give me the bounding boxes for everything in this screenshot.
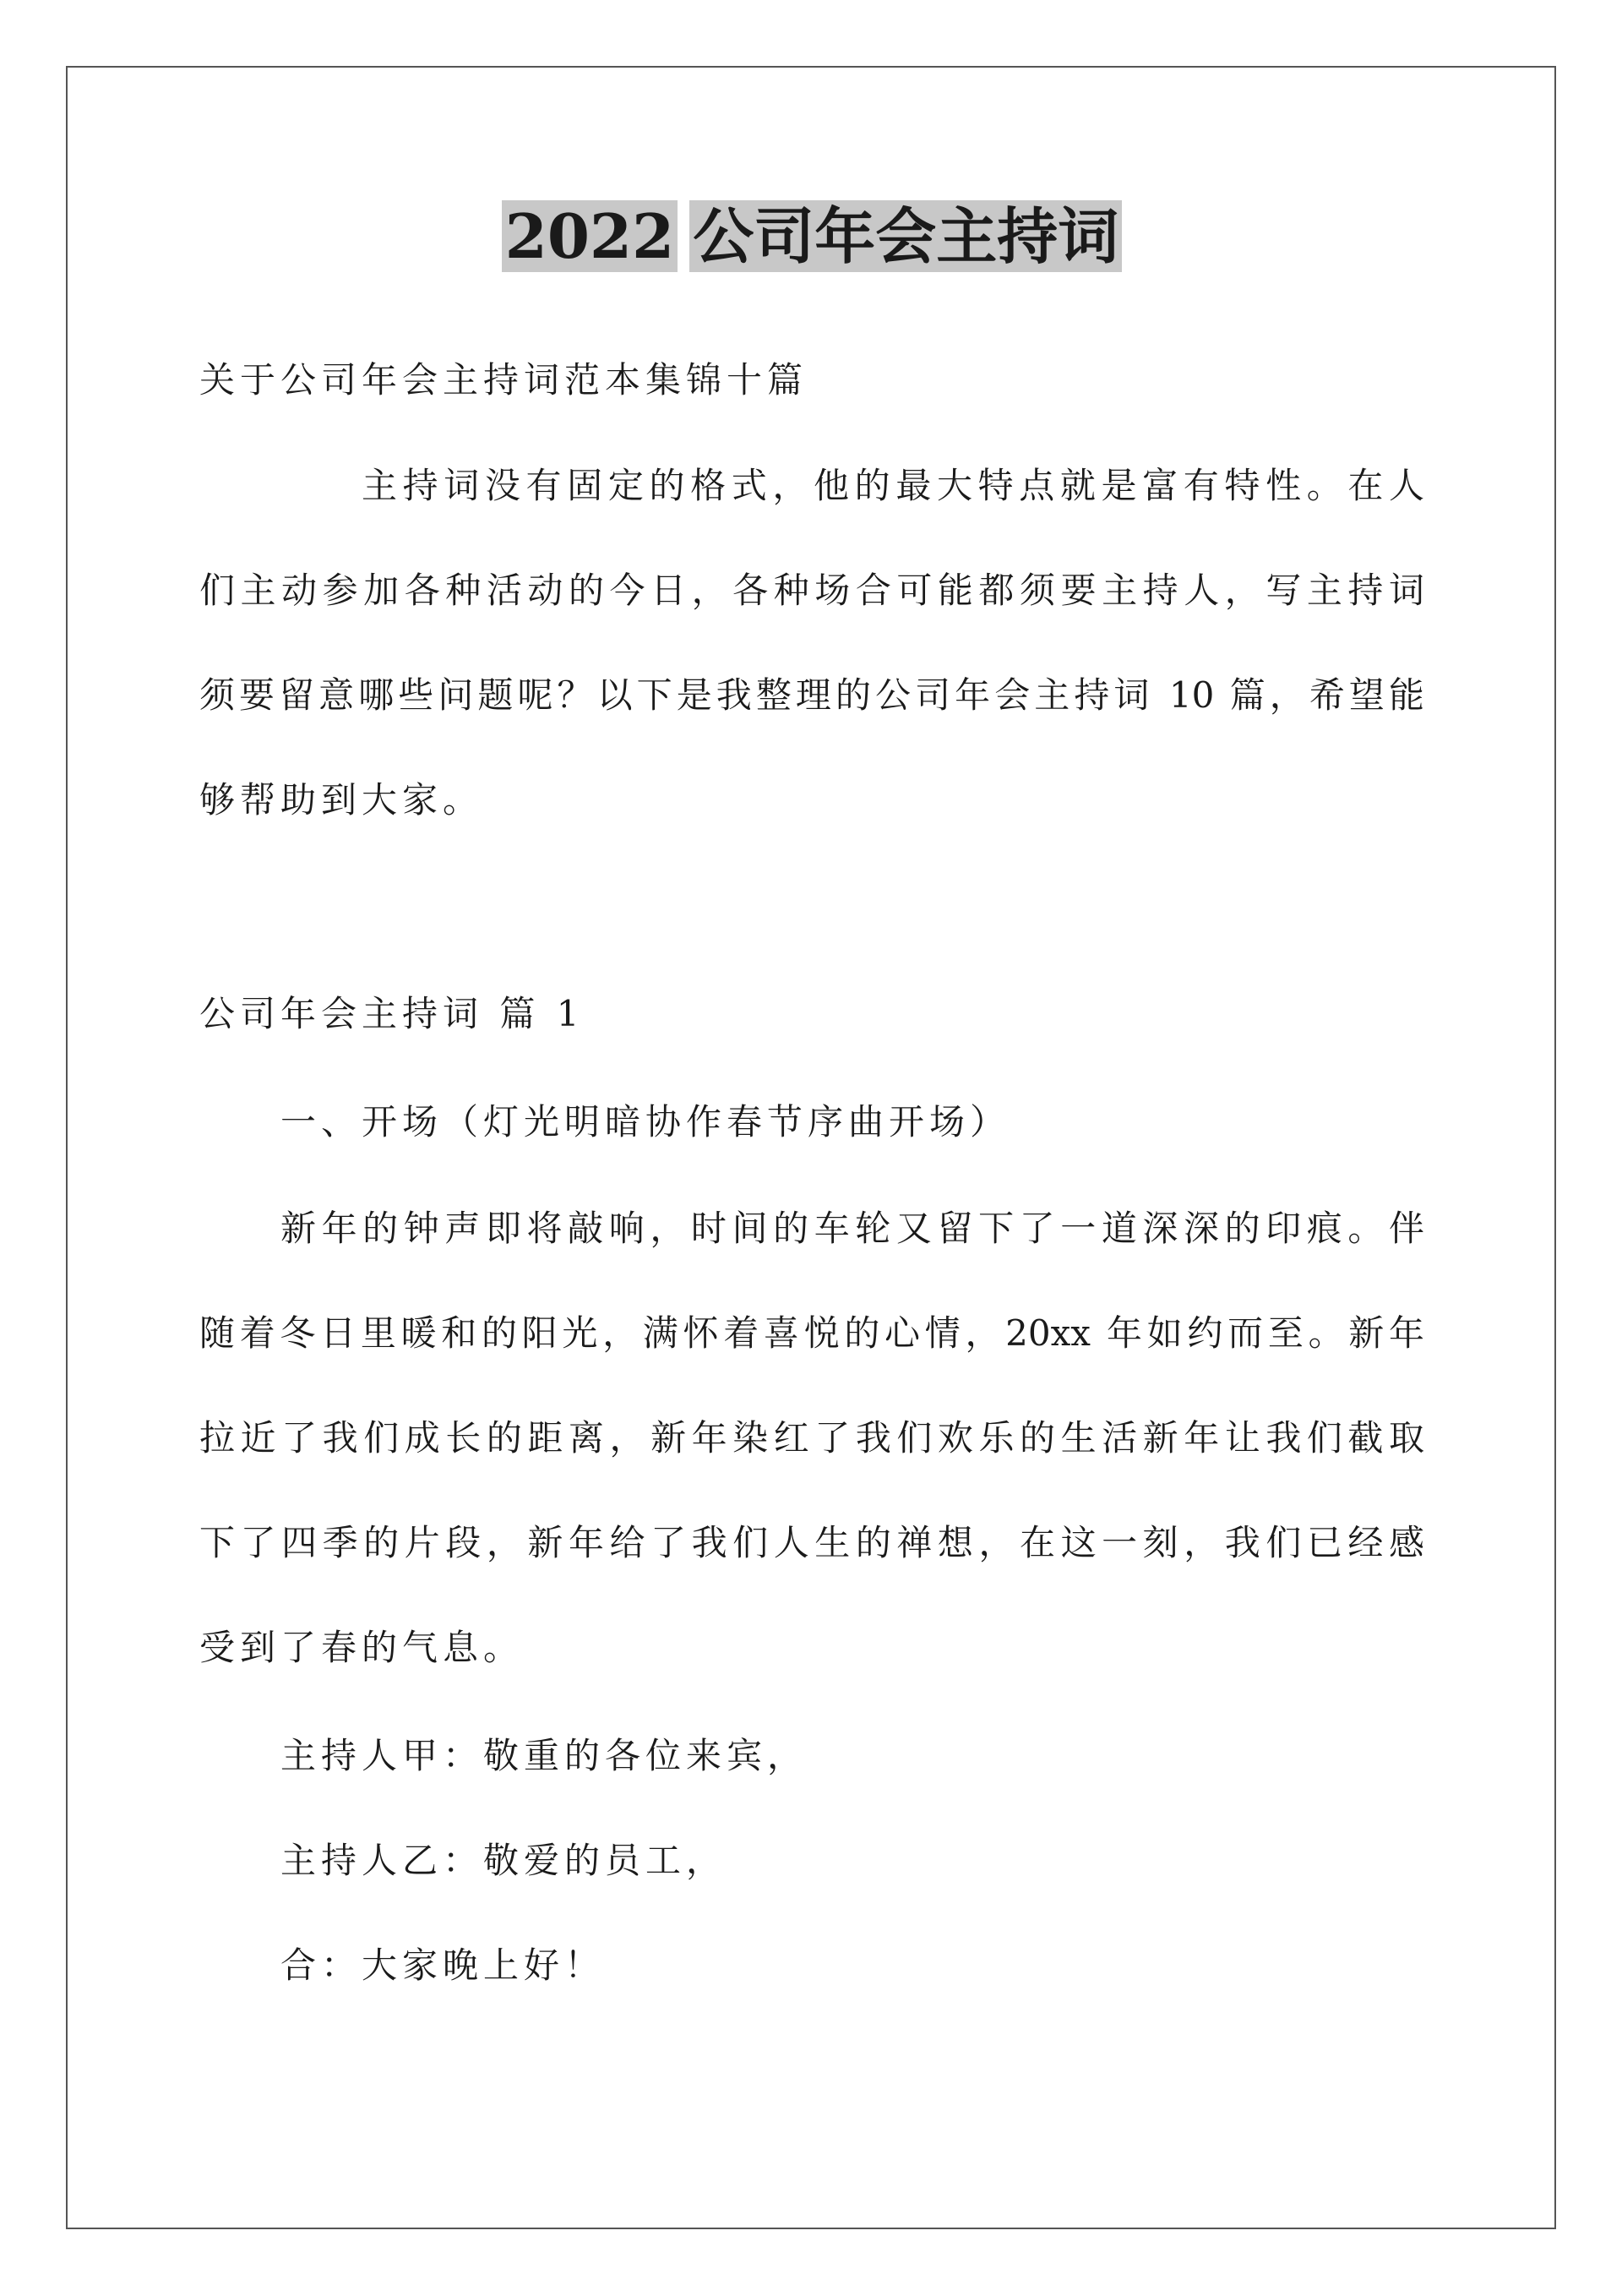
intro-line-2: 们主动参加各种活动的今日，各种场合可能都须要主持人，写主持词 [199,570,1424,611]
intro-line-4: 够帮助到大家。 [199,779,484,821]
paragraph-line-2: 随着冬日里暖和的阳光，满怀着喜悦的心情，20xx 年如约而至。新年 [199,1312,1424,1354]
paragraph-line-4: 下了四季的片段，新年给了我们人生的禅想，在这一刻，我们已经感 [199,1522,1424,1563]
host-a-line: 主持人甲：敬重的各位来宾， [280,1735,808,1776]
document-title [199,196,1424,277]
paragraph-line-3: 拉近了我们成长的距离，新年染红了我们欢乐的生活新年让我们截取 [199,1417,1424,1459]
title-text: 公司年会主持词 [689,200,1122,272]
intro-line-3: 须要留意哪些问题呢？以下是我整理的公司年会主持词 10 篇，希望能 [199,674,1424,716]
opening-line: 一、开场（灯光明暗协作春节序曲开场） [280,1101,1011,1143]
host-b-line: 主持人乙：敬爱的员工， [280,1840,727,1881]
document-subtitle: 关于公司年会主持词范本集锦十篇 [199,359,808,401]
together-line: 合：大家晚上好！ [280,1944,606,1986]
title-year: 2022 [502,200,678,272]
paragraph-line-1: 新年的钟声即将敲响，时间的车轮又留下了一道深深的印痕。伴 [280,1208,1424,1249]
section-heading: 公司年会主持词 篇 1 [199,993,585,1034]
paragraph-line-5: 受到了春的气息。 [199,1627,525,1668]
intro-line-1: 主持词没有固定的格式，他的最大特点就是富有特性。在人 [362,465,1424,506]
